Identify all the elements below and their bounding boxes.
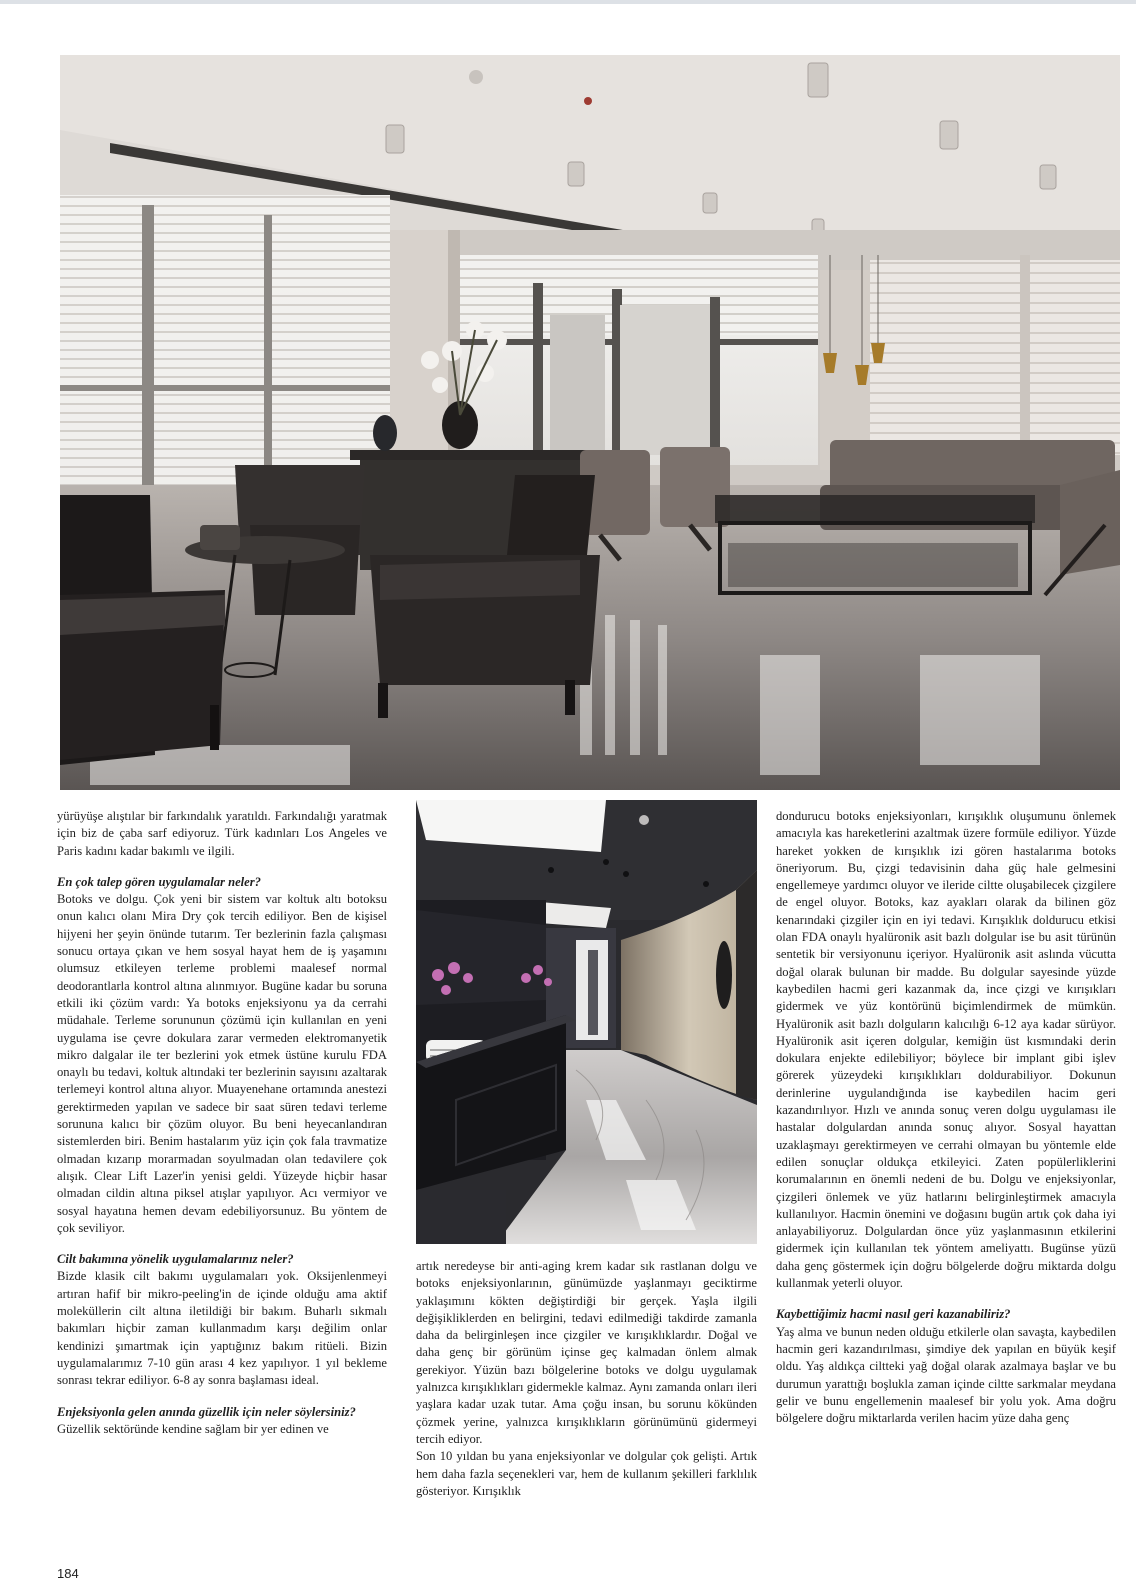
column-1-intro-paragraph: yürüyüşe alıştılar bir farkındalık yaratıldı. Farkındalığı yaratmak için biz de çaba sarf ediyoruz. Türk kadınları Los Angeles ve Paris kadını kadar bakımlı ve ilgili. [57,809,387,858]
column-1 [57,808,387,1438]
lounge-photo [60,55,1120,790]
answer-volume-regain: Yaş alma ve bunun neden olduğu etkilerle olan savaşta, kaybedilen hacmin geri kazandırılması, şimdiye dek yapılan en büyük keşif oldu. Yaş aldıkça ciltteki yağ doğal olarak azalmaya başlar ve bu durumun yarattığı boşlukla zaman içinde ciltte sarkmalar meydana gelir ve bunu engellemenin maalesef bir yolu yok. Ama doğru bölgelere doğru miktarlarda verilen hacim yüze daha genç [776,1324,1116,1426]
question-injection-beauty: Enjeksiyonla gelen anında güzellik için neler söylersiniz? [57,1404,356,1419]
column-2-paragraph-1: artık neredeyse bir anti-aging krem kadar sık rastlanan dolgu ve botoks enjeksiyonlarının, günümüzde yaşlanmayı geciktirme yaklaşımını kökten değiştirdiği bir gerçek. Yaşla ilgili değişikliklerden en belirgini, tedavi edilmediği takdirde zamanla daha da belirginleşen ince çizgiler ve kırışıklıklardır. Doğal ve daha genç bir görünüm içinse geç kalmadan önlem almak gerekiyor. Yüzün bazı bölgelerine botoks ve dolgu uygulamak yalnızca kırışıklıkları gidermekle kalmaz. Aynı zamanda onları ileri yaşlara kadar uzak tutar. Ama çoğu insan, bu sorunu kökünden çözmek yerine, yalnızca kırışıklıkların görünümünü gidermeyi tercih ediyor. [416,1259,757,1446]
question-most-demanded: En çok talep gören uygulamalar neler? [57,874,261,889]
answer-injection-beauty-start: Güzellik sektöründe kendine sağlam bir yer edinen ve [57,1421,329,1436]
lobby-photo [416,800,757,1244]
column-2-paragraph-2: Son 10 yıldan bu yana enjeksiyonlar ve dolgular çok gelişti. Artık hem daha fazla seçenekleri var, hem de kullanım şekilleri farklılık gösteriyor. Kırışıklık [416,1449,757,1498]
column-3-paragraph-1: dondurucu botoks enjeksiyonları, kırışıklık oluşumunu önlemek amacıyla kas hareketlerini azaltmak üzere formüle ediliyor. Yüzde hareket yokken de kırışıklık izi gören hastalarıma botoks öneriyorum. Bu, çizgi tedavisinin daha güç hale gelmesini engellemeye yardımcı oluyor ve ileride ciltte oluşabilecek çizgilere de engel oluyor. Botoks, kaz ayakları olarak da bilinen göz kenarındaki çizgiler için en iyi tedavi. Kırışıklık doldurucu etkisi olan FDA onaylı hyalüronik asit bazlı dolgular ise bu asit türünün sentetik bir versiyonunu içeriyor. Hyalüronik asit aslında vücutta doğal olarak bulunan bir madde. Bu dolgular sayesinde yüzde kaybedilen hacmi geri kazanmak da, ince çizgi ve kırışıkları gidermek ve yüz kontörünü biçimlendirmek de mümkün. Hyalüronik asit bazlı dolguların kalıcılığı 6-12 aya kadar sürüyor. Hyalüronik asit içeren dolgular, kemiğin üst kısmındaki derin dokulara enjekte edilebiliyor; böylece bir implant gibi işlev görerek yüzeydeki kırışıklıkları doldurabiliyor. Dokunun derinlerine uygulandığında ise kaybedilen hacim geri kazandırılıyor. Hızlı ve anında sonuç veren dolgu uygulaması ile hastalar dolgulardan anında sonuç alıyor. Sosyal hayattan uzaklaşmayı gerektirmeyen ve cerrahi olmayan bu yöntemle elde edilen sonuçlar oldukça etkileyici. Zaten popülerliklerini korumalarının en önemli nedeni de bu. Dolgu ve enjeksiyonlar, çizgileri önlemek ve yüz hatlarını belirginleştirmek amacıyla kullanılıyor. Hacmin önemini ve doğasını bugün artık çok daha iyi anlayabiliyoruz. Dolgulardan önce yüz yaşlanmasının etkilerini gidermek için kullanılan tek yöntem ameliyattı. Bugünse yüzü daha genç göstermek için doğru bölgelerde doğru miktarda dolgu kullanmak yeterli oluyor. [776,809,1116,1291]
answer-most-demanded: Botoks ve dolgu. Çok yeni bir sistem var koltuk altı botoksu onun kalıcı olanı Mira Dry çok tercih ediliyor. Ben de kişisel hijyeni her şeyin önünde tutarım. Ter bezlerinin fazla çalışması sonucu ortaya çıkan ve hem sosyal hayat hem de iş yaşamını olumsuz etkileyen terleme problemi maalesef normal deodorantlarla kontrol altına alınmıyor. Bugüne kadar bu soruna etkili iki çözüm vardı: Ya botoks enjeksiyonu ya da cerrahi müdahale. Terleme sorununun çözümü için kullanılan en yeni uygulama ise çevre dokulara zarar vermeden elektromanyetik mikro dalgalar ile ter bezlerini yok etmek üstüne kurulu FDA onaylı bu tedavi, koltuk altındaki ter bezlerinin sayısını azaltarak terlemeyi kontrol altına alıyor. Muayenehane ortamında anestezi gerektirmeden yapılan ve sadece bir saat süren tedavi terleme sorununa kalıcı bir çözüm oluyor. Bu beni heyecanlandıran sistemlerden biri. Benim hastalarım yüz için çok fala travmatize olmadan kızarıp morarmadan soyulmadan olan tedavilere çok alışık. Clear Lift Lazer'in yenisi geldi. Yüzeyde hiçbir hasar olmadan cildin altına piksel atışlar yapılıyor. Acı vermiyor ve sosyal hayatına hemen devam edebiliyorsunuz. Bu yöntem de çok seviliyor. [57,892,387,1235]
top-edge-band [0,0,1136,4]
column-2 [416,1258,757,1500]
answer-skin-care: Bizde klasik cilt bakımı uygulamaları yok. Oksijenlenmeyi artıran hafif bir mikro-peeling'in de içinde olduğu ama aktif moleküllerin cilt altına iletildiği bir bakım. Buharlı sıkmalı bakımları hiçbir zaman kullanmadım karşı değilim onlar kendinizi şımartmak için yaptığınız bakım ritüeli. Bizin uygulamalarımız 7-10 gün arası 4 kez yapılıyor. 1 yıl bekleme sonrası tekrar ediliyor. 6-8 ay sonra başlaması ideal. [57,1269,387,1388]
question-volume-regain: Kaybettiğimiz hacmi nasıl geri kazanabiliriz? [776,1307,1011,1322]
page-number: 184 [57,1566,79,1581]
column-3 [776,808,1116,1427]
question-skin-care: Cilt bakımına yönelik uygulamalarınız neler? [57,1252,294,1267]
